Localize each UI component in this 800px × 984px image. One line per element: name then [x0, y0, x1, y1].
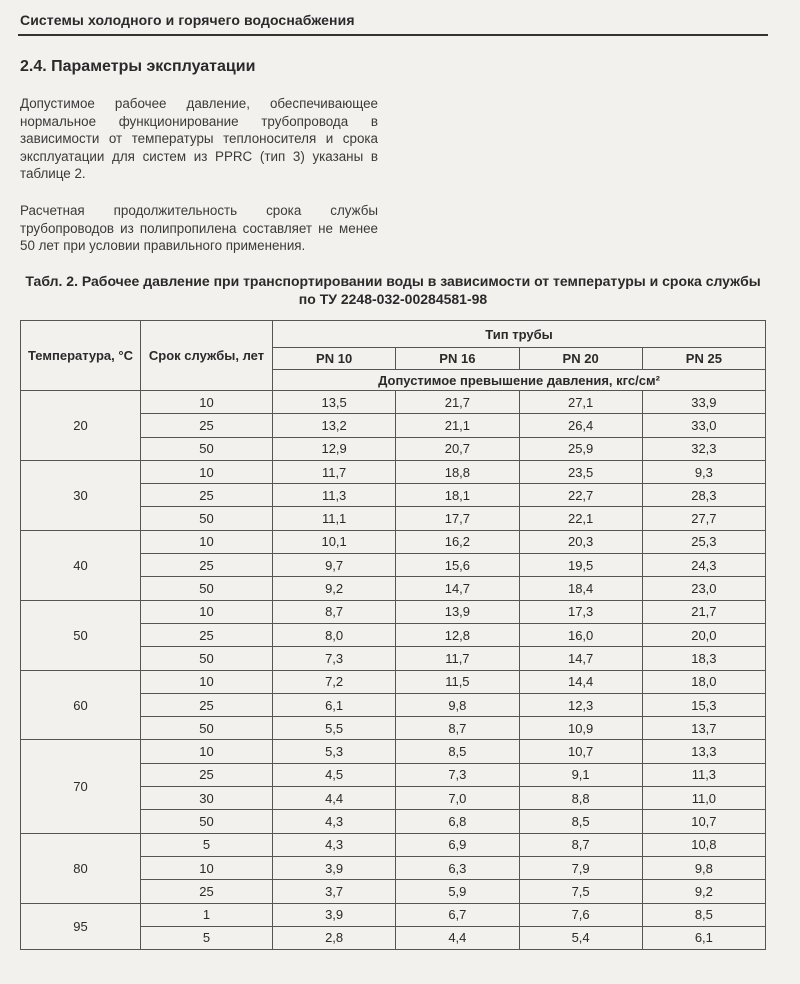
- service-life-cell: 5: [141, 926, 273, 949]
- header-rule: [18, 34, 768, 36]
- pressure-value-cell: 13,2: [273, 414, 396, 437]
- pressure-value-cell: 11,0: [642, 787, 765, 810]
- pressure-value-cell: 23,0: [642, 577, 765, 600]
- pressure-value-cell: 3,7: [273, 880, 396, 903]
- pressure-value-cell: 20,3: [519, 530, 642, 553]
- pressure-value-cell: 15,3: [642, 693, 765, 716]
- pressure-value-cell: 5,5: [273, 717, 396, 740]
- header-pn-10: PN 10: [273, 348, 396, 370]
- temperature-cell: 70: [21, 740, 141, 833]
- pressure-value-cell: 10,1: [273, 530, 396, 553]
- pressure-value-cell: 12,8: [396, 623, 519, 646]
- service-life-cell: 25: [141, 554, 273, 577]
- pressure-value-cell: 8,7: [273, 600, 396, 623]
- service-life-cell: 10: [141, 391, 273, 414]
- pressure-value-cell: 10,7: [642, 810, 765, 833]
- pressure-value-cell: 6,9: [396, 833, 519, 856]
- pressure-value-cell: 9,3: [642, 460, 765, 483]
- pressure-value-cell: 6,1: [642, 926, 765, 949]
- pressure-value-cell: 8,5: [396, 740, 519, 763]
- pressure-value-cell: 11,3: [642, 763, 765, 786]
- pressure-value-cell: 7,5: [519, 880, 642, 903]
- service-life-cell: 25: [141, 414, 273, 437]
- pressure-value-cell: 7,9: [519, 856, 642, 879]
- pressure-value-cell: 26,4: [519, 414, 642, 437]
- service-life-cell: 5: [141, 833, 273, 856]
- table-row: [21, 740, 766, 763]
- pressure-value-cell: 18,0: [642, 670, 765, 693]
- section-title: 2.4. Параметры эксплуатации: [20, 58, 256, 75]
- pressure-value-cell: 4,3: [273, 810, 396, 833]
- pressure-value-cell: 13,5: [273, 391, 396, 414]
- pressure-value-cell: 17,7: [396, 507, 519, 530]
- pressure-value-cell: 16,0: [519, 623, 642, 646]
- pressure-value-cell: 9,2: [642, 880, 765, 903]
- pressure-value-cell: 5,4: [519, 926, 642, 949]
- pressure-value-cell: 4,4: [396, 926, 519, 949]
- pressure-value-cell: 24,3: [642, 554, 765, 577]
- table-body: [21, 391, 766, 950]
- pressure-value-cell: 4,3: [273, 833, 396, 856]
- table-row: [21, 833, 766, 856]
- pressure-value-cell: 14,7: [396, 577, 519, 600]
- pressure-value-cell: 7,2: [273, 670, 396, 693]
- pressure-value-cell: 9,2: [273, 577, 396, 600]
- pressure-value-cell: 13,7: [642, 717, 765, 740]
- pressure-value-cell: 14,4: [519, 670, 642, 693]
- pressure-value-cell: 6,3: [396, 856, 519, 879]
- temperature-cell: 60: [21, 670, 141, 740]
- pressure-table: [20, 320, 766, 950]
- pressure-value-cell: 8,7: [519, 833, 642, 856]
- pressure-value-cell: 5,9: [396, 880, 519, 903]
- table-row: [21, 670, 766, 693]
- header-pn-20: PN 20: [519, 348, 642, 370]
- pressure-value-cell: 8,8: [519, 787, 642, 810]
- pressure-value-cell: 20,7: [396, 437, 519, 460]
- pressure-value-cell: 6,1: [273, 693, 396, 716]
- running-header: Системы холодного и горячего водоснабжения: [20, 12, 355, 28]
- pressure-value-cell: 10,8: [642, 833, 765, 856]
- pressure-value-cell: 12,9: [273, 437, 396, 460]
- pressure-value-cell: 7,0: [396, 787, 519, 810]
- pressure-value-cell: 8,5: [642, 903, 765, 926]
- pressure-value-cell: 9,1: [519, 763, 642, 786]
- pressure-value-cell: 28,3: [642, 484, 765, 507]
- pressure-value-cell: 32,3: [642, 437, 765, 460]
- service-life-cell: 10: [141, 740, 273, 763]
- pressure-value-cell: 18,3: [642, 647, 765, 670]
- pressure-value-cell: 18,8: [396, 460, 519, 483]
- pressure-value-cell: 6,8: [396, 810, 519, 833]
- service-life-cell: 30: [141, 787, 273, 810]
- service-life-cell: 50: [141, 810, 273, 833]
- service-life-cell: 25: [141, 623, 273, 646]
- pressure-value-cell: 8,7: [396, 717, 519, 740]
- header-pn-16: PN 16: [396, 348, 519, 370]
- pressure-value-cell: 8,5: [519, 810, 642, 833]
- pressure-value-cell: 13,3: [642, 740, 765, 763]
- service-life-cell: 50: [141, 647, 273, 670]
- pressure-value-cell: 11,5: [396, 670, 519, 693]
- pressure-value-cell: 23,5: [519, 460, 642, 483]
- pressure-value-cell: 3,9: [273, 903, 396, 926]
- pressure-value-cell: 20,0: [642, 623, 765, 646]
- table-caption: Табл. 2. Рабочее давление при транспортировании воды в зависимости от температуры и срока службы по ТУ 2248-032-00284581-98: [25, 273, 761, 307]
- pressure-value-cell: 14,7: [519, 647, 642, 670]
- service-life-cell: 50: [141, 717, 273, 740]
- pressure-value-cell: 27,1: [519, 391, 642, 414]
- paragraph-service-life: Расчетная продолжительность срока службы трубопроводов из полипропилена составляет не менее 50 лет при условии правильного применения.: [20, 203, 378, 253]
- pressure-value-cell: 15,6: [396, 554, 519, 577]
- service-life-cell: 50: [141, 507, 273, 530]
- temperature-cell: 50: [21, 600, 141, 670]
- pressure-value-cell: 18,4: [519, 577, 642, 600]
- pressure-value-cell: 7,3: [396, 763, 519, 786]
- pressure-value-cell: 3,9: [273, 856, 396, 879]
- header-service-life: Срок службы, лет: [141, 321, 273, 391]
- pressure-value-cell: 8,0: [273, 623, 396, 646]
- pressure-value-cell: 27,7: [642, 507, 765, 530]
- pressure-value-cell: 19,5: [519, 554, 642, 577]
- paragraph-operating-pressure: Допустимое рабочее давление, обеспечивающее нормальное функционирование трубопровода в зависимости от температуры теплоносителя и срока эксплуатации для систем из PPRC (тип 3) указаны в таблице 2.: [20, 96, 378, 181]
- pressure-value-cell: 22,1: [519, 507, 642, 530]
- pressure-value-cell: 7,3: [273, 647, 396, 670]
- service-life-cell: 50: [141, 437, 273, 460]
- pressure-value-cell: 2,8: [273, 926, 396, 949]
- pressure-value-cell: 10,7: [519, 740, 642, 763]
- pressure-value-cell: 25,9: [519, 437, 642, 460]
- temperature-cell: 20: [21, 391, 141, 461]
- pressure-value-cell: 13,9: [396, 600, 519, 623]
- table-row: [21, 530, 766, 553]
- table-row: [21, 903, 766, 926]
- service-life-cell: 10: [141, 600, 273, 623]
- header-temperature: Температура, °С: [21, 321, 141, 391]
- pressure-value-cell: 21,7: [642, 600, 765, 623]
- service-life-cell: 50: [141, 577, 273, 600]
- temperature-cell: 30: [21, 460, 141, 530]
- pressure-value-cell: 33,0: [642, 414, 765, 437]
- pressure-value-cell: 21,7: [396, 391, 519, 414]
- header-pressure: Допустимое превышение давления, кгс/см²: [273, 370, 766, 391]
- pressure-value-cell: 18,1: [396, 484, 519, 507]
- pressure-value-cell: 11,3: [273, 484, 396, 507]
- service-life-cell: 10: [141, 856, 273, 879]
- temperature-cell: 95: [21, 903, 141, 950]
- pressure-value-cell: 22,7: [519, 484, 642, 507]
- service-life-cell: 25: [141, 880, 273, 903]
- service-life-cell: 25: [141, 693, 273, 716]
- pressure-value-cell: 17,3: [519, 600, 642, 623]
- header-pipe-type: Тип трубы: [273, 321, 766, 348]
- pressure-value-cell: 9,8: [396, 693, 519, 716]
- service-life-cell: 25: [141, 763, 273, 786]
- pressure-value-cell: 6,7: [396, 903, 519, 926]
- table-row: [21, 391, 766, 414]
- header-pn-25: PN 25: [642, 348, 765, 370]
- pressure-value-cell: 11,7: [273, 460, 396, 483]
- temperature-cell: 40: [21, 530, 141, 600]
- service-life-cell: 10: [141, 530, 273, 553]
- pressure-value-cell: 4,5: [273, 763, 396, 786]
- pressure-value-cell: 11,7: [396, 647, 519, 670]
- table-row: [21, 600, 766, 623]
- pressure-value-cell: 9,8: [642, 856, 765, 879]
- pressure-value-cell: 12,3: [519, 693, 642, 716]
- pressure-value-cell: 16,2: [396, 530, 519, 553]
- pressure-value-cell: 11,1: [273, 507, 396, 530]
- service-life-cell: 1: [141, 903, 273, 926]
- pressure-value-cell: 4,4: [273, 787, 396, 810]
- pressure-value-cell: 7,6: [519, 903, 642, 926]
- pressure-value-cell: 5,3: [273, 740, 396, 763]
- pressure-value-cell: 33,9: [642, 391, 765, 414]
- temperature-cell: 80: [21, 833, 141, 903]
- table-row: [21, 460, 766, 483]
- pressure-value-cell: 9,7: [273, 554, 396, 577]
- service-life-cell: 25: [141, 484, 273, 507]
- pressure-value-cell: 10,9: [519, 717, 642, 740]
- service-life-cell: 10: [141, 670, 273, 693]
- pressure-value-cell: 25,3: [642, 530, 765, 553]
- service-life-cell: 10: [141, 460, 273, 483]
- pressure-value-cell: 21,1: [396, 414, 519, 437]
